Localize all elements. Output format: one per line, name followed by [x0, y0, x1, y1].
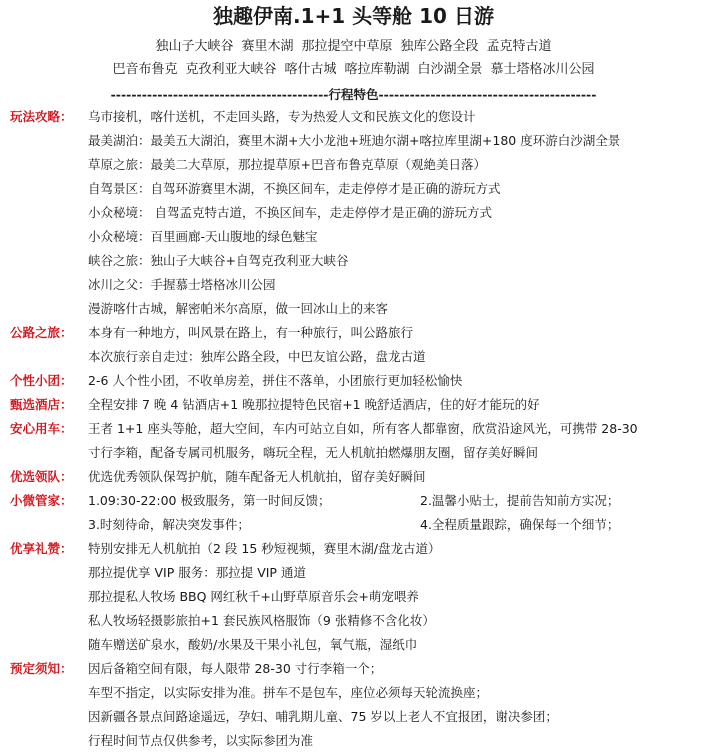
itinerary-row [0, 201, 707, 225]
row-label: 甄选酒店： [10, 397, 73, 412]
row-label: 优享礼赞： [10, 541, 73, 556]
destination-item: 孟克特古道 [486, 39, 552, 54]
row-text: 那拉提私人牧场 BBQ 网红秋千+山野草原音乐会+萌宠喂养 [88, 589, 419, 604]
itinerary-row [0, 633, 707, 657]
destination-item: 巴音布鲁克 [112, 62, 178, 77]
row-text: 因新疆各景点间路途遥远，孕妇、哺乳期儿童、75 岁以上老人不宜报团，谢决参团； [88, 709, 558, 724]
row-label: 安心用车： [10, 421, 73, 436]
row-text: 特别安排无人机航拍（2 段 15 秒短视频，赛里木湖/盘龙古道） [88, 541, 441, 556]
itinerary-row [0, 153, 707, 177]
row-text: 本身有一种地方，叫风景在路上，有一种旅行，叫公路旅行 [88, 325, 414, 340]
row-text: 小众秘境： 自驾孟克特古道，不换区间车，走走停停才是正确的游玩方式 [88, 205, 492, 220]
itinerary-row [0, 369, 707, 393]
itinerary-row [0, 393, 707, 417]
row-text: 优选优秀领队保驾护航，随车配备无人机航拍，留存美好瞬间 [88, 469, 426, 484]
page-title: 独趣伊南.1+1 头等舱 10 日游 [213, 4, 494, 28]
row-label: 优选领队： [10, 469, 73, 484]
row-label: 公路之旅： [10, 325, 73, 340]
itinerary-row [0, 561, 707, 585]
destinations-line-1 [0, 38, 707, 56]
itinerary-row [0, 129, 707, 153]
row-text: 自驾景区：自驾环游赛里木湖，不换区间车，走走停停才是正确的游玩方式 [88, 181, 501, 196]
row-text: 1.09:30-22:00 极致服务，第一时间反馈； [88, 493, 331, 508]
itinerary-row [0, 105, 707, 129]
destination-item: 白沙湖全景 [417, 62, 483, 77]
itinerary-row [0, 705, 707, 729]
row-label: 个性小团： [10, 373, 73, 388]
row-text: 冰川之父：手握慕士塔格冰川公园 [88, 277, 276, 292]
row-text-secondary: 2.温馨小贴士，提前告知前方实况； [420, 493, 620, 508]
row-text: 本次旅行亲自走过：独库公路全段，中巴友谊公路，盘龙古道 [88, 349, 426, 364]
destination-item: 赛里木湖 [241, 39, 294, 54]
row-label: 预定须知： [10, 661, 73, 676]
row-text: 峡谷之旅：独山子大峡谷+自驾克孜利亚大峡谷 [88, 253, 349, 268]
row-text: 寸行李箱，配备专属司机服务，嗨玩全程，无人机航拍燃爆朋友圈，留存美好瞬间 [88, 445, 539, 460]
destination-item: 克孜利亚大峡谷 [185, 62, 277, 77]
itinerary-row [0, 249, 707, 273]
destination-item: 独库公路全段 [400, 39, 479, 54]
itinerary-row [0, 681, 707, 705]
itinerary-row [0, 321, 707, 345]
row-text: 车型不指定，以实际安排为准。拼车不是包车，座位必须每天轮流换座； [88, 685, 489, 700]
row-text: 行程时间节点仅供参考，以实际参团为准 [88, 733, 314, 748]
row-text: 小众秘境：百里画廊-天山腹地的绿色魅宝 [88, 229, 318, 244]
destination-item: 喀拉库勒湖 [344, 62, 410, 77]
itinerary-row [0, 585, 707, 609]
itinerary-row [0, 657, 707, 681]
row-text: 草原之旅：最美二大草原，那拉提草原+巴音布鲁克草原（观絶美日落） [88, 157, 486, 172]
itinerary-row [0, 537, 707, 561]
itinerary-row [0, 609, 707, 633]
itinerary-row [0, 297, 707, 321]
row-text: 2-6 人个性小团，不收单房差，拼住不落单，小团旅行更加轻松愉快 [88, 373, 463, 388]
itinerary-row [0, 177, 707, 201]
itinerary-row [0, 465, 707, 489]
destination-item: 独山子大峡谷 [155, 39, 234, 54]
itinerary-row [0, 729, 707, 753]
section-divider: ------------------------------------------行程特色------------------------------------------ [110, 87, 597, 102]
row-text: 随车赠送矿泉水，酸奶/水果及干果小礼包，氧气瓶，湿纸巾 [88, 637, 418, 652]
destinations-line-2 [0, 61, 707, 79]
itinerary-row [0, 345, 707, 369]
itinerary-row [0, 417, 707, 441]
row-text: 私人牧场轻摄影旅拍+1 套民族风格服饰（9 张精修不含化妆） [88, 613, 435, 628]
row-text: 3.时刻待命，解决突发事件； [88, 517, 250, 532]
row-text: 王者 1+1 座头等舱，超大空间，车内可站立自如，所有客人都靠窗，欣赏沿途风光，可携带 28-30 [88, 421, 638, 436]
row-text-secondary: 4.全程质量跟踪，确保每一个细节； [420, 517, 620, 532]
destination-item: 那拉提空中草原 [301, 39, 393, 54]
row-text: 乌市接机，喀什送机，不走回头路，专为热爱人文和民族文化的您设计 [88, 109, 476, 124]
destination-item: 慕士塔格冰川公园 [490, 62, 595, 77]
itinerary-row [0, 513, 707, 537]
itinerary-row [0, 489, 707, 513]
row-text: 漫游喀什古城，解密帕米尔高原，做一回冰山上的来客 [88, 301, 389, 316]
itinerary-row [0, 225, 707, 249]
row-label: 玩法攻略： [10, 109, 73, 124]
destination-item: 喀什古城 [284, 62, 337, 77]
row-label: 小微管家： [10, 493, 73, 508]
row-text: 因后备箱空间有限，每人限带 28-30 寸行李箱一个； [88, 661, 383, 676]
row-text: 最美湖泊：最美五大湖泊，赛里木湖+大小龙池+班迪尔湖+喀拉库里湖+180 度环游白沙湖全景 [88, 133, 621, 148]
itinerary-row [0, 441, 707, 465]
row-text: 全程安排 7 晚 4 钻酒店+1 晚那拉提特色民宿+1 晚舒适酒店，住的好才能玩的好 [88, 397, 540, 412]
itinerary-row [0, 273, 707, 297]
row-text: 那拉提优享 VIP 服务：那拉提 VIP 通道 [88, 565, 306, 580]
